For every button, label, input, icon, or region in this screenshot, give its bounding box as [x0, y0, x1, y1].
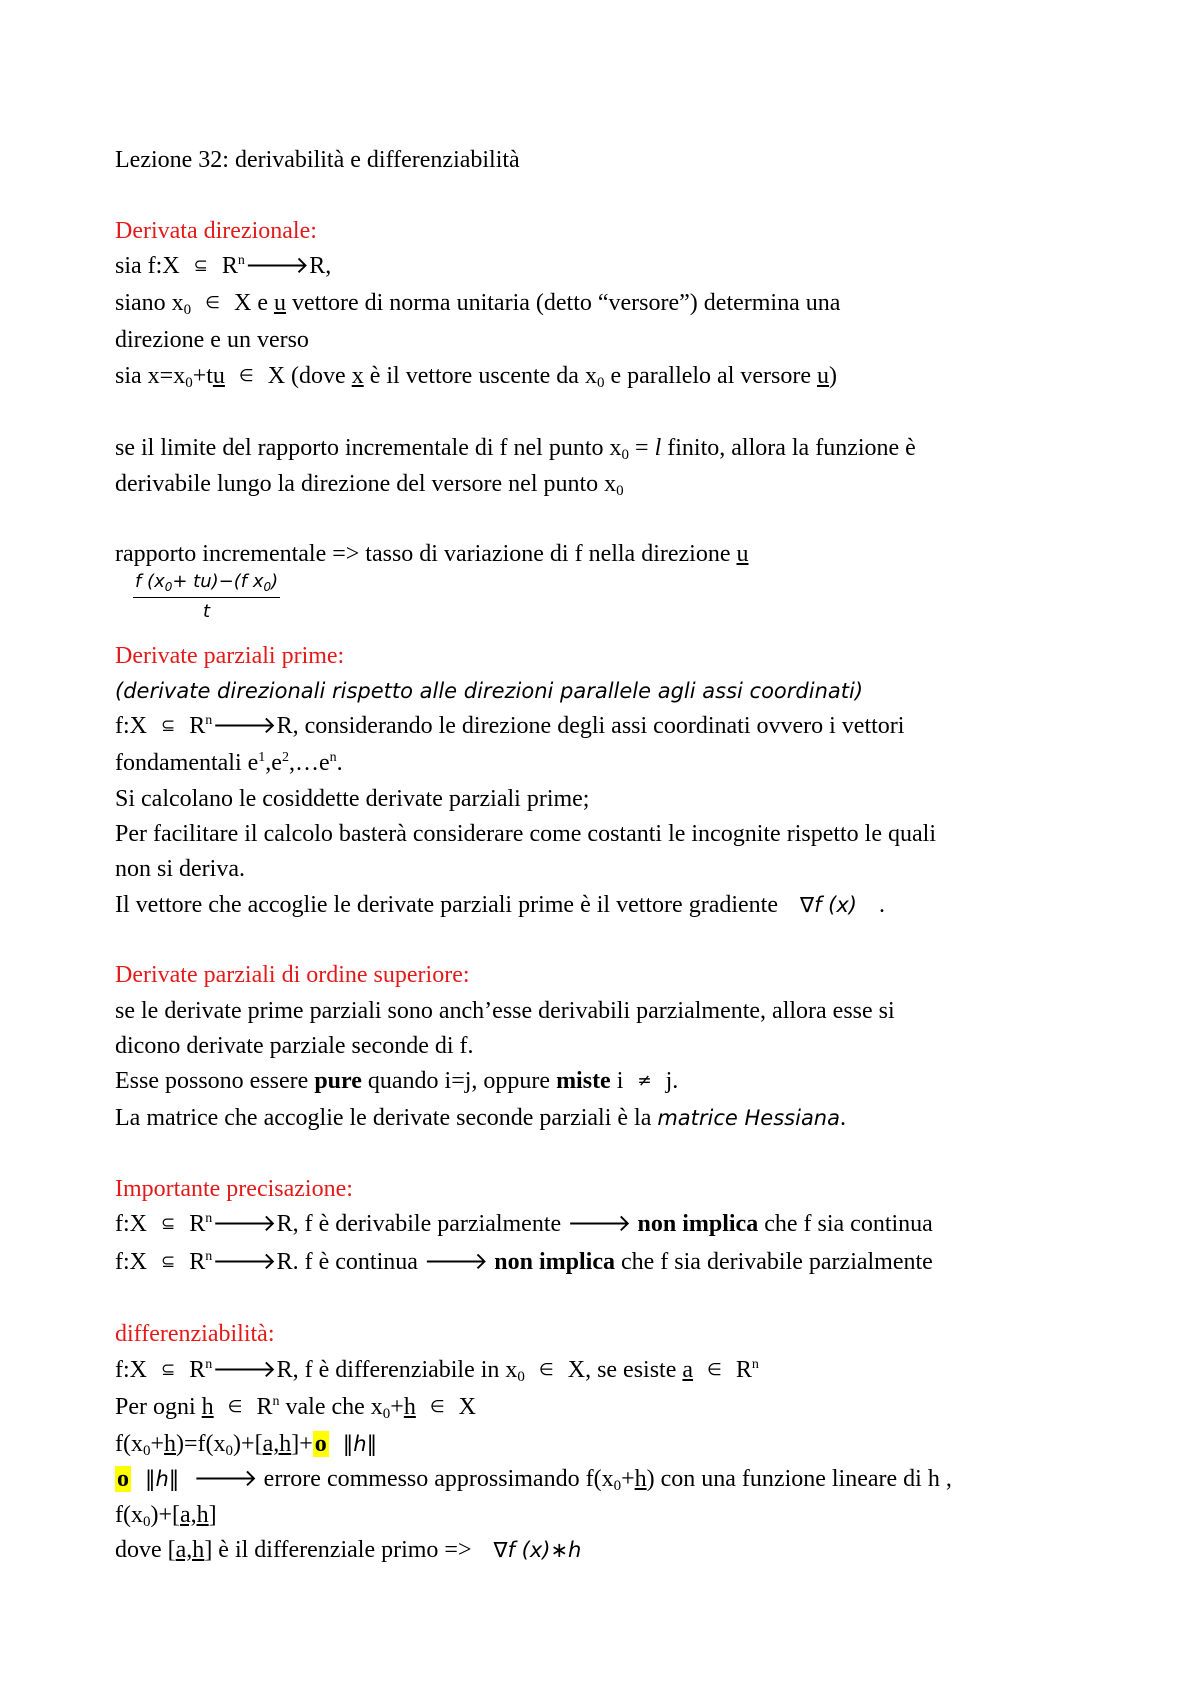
text-line: Esse possono essere pure quando i=j, oppure miste i ≠ j. — [115, 1068, 679, 1095]
highlighted-o: o — [314, 1431, 327, 1458]
text-line: siano $x_0$ ∈ X e u vettore di norma unitaria (detto “versore”) determina una — [115, 290, 841, 319]
text-line: rapporto incrementale => tasso di variazione di f nella direzione u — [115, 541, 749, 568]
spacer — [115, 1137, 1105, 1172]
document-body — [115, 143, 1105, 1568]
arrow-icon: 🡒 — [567, 1211, 632, 1238]
italic-note: (derivate direzionali rispetto alle direzioni parallele agli assi coordinati) — [115, 678, 864, 703]
text-line: non si deriva. — [115, 856, 245, 883]
text-line: f:X ⊆ $R^n🡒R$, f è differenziabile in $x_0$ ∈ X, se esiste a ∈ $R^n$ — [115, 1356, 759, 1385]
fraction-denominator: t — [203, 600, 211, 622]
arrow-icon: 🡒 — [423, 1248, 489, 1275]
text-line: f:X ⊆ $R^n🡒R$. f è continua 🡒 non implica che f sia derivabile parzialmente — [115, 1248, 933, 1275]
text-line: dove [a,h] è il differenziale primo => ∇f (x)∗h — [115, 1536, 582, 1563]
text-line: se il limite del rapporto incrementale di f nel punto $x_0 = l$ finito, allora la funzione è — [115, 435, 916, 464]
spacer — [115, 396, 1105, 431]
section-heading-derivate-ordine-superiore: Derivate parziali di ordine superiore: — [115, 962, 470, 989]
highlighted-o: o — [117, 1466, 129, 1493]
text-line: Per ogni h ∈ $R^n$ vale che $x_0+h$ ∈ X — [115, 1393, 476, 1422]
section-heading-differenziabilita: differenziabilità: — [115, 1321, 275, 1348]
difference-quotient-formula — [115, 569, 1105, 639]
text-line: derivabile lungo la direzione del versore nel punto $x_0$ — [115, 470, 624, 499]
fraction — [133, 569, 280, 626]
text-line: o ‖h‖ 🡒 errore commesso approssimando $f(x_0+h)$ con una funzione lineare di h , — [117, 1466, 952, 1495]
text-line: f:X ⊆ $R^n🡒R$, f è derivabile parzialmente 🡒 non implica che f sia continua — [115, 1211, 933, 1238]
spacer — [115, 178, 1105, 213]
section-heading-derivate-parziali-prime: Derivate parziali prime: — [115, 642, 345, 669]
text-line: sia $x=x_0+tu$ ∈ X (dove x è il vettore uscente da $x_0$ e parallelo al versore u) — [115, 362, 838, 391]
nabla-symbol: ∇ — [800, 892, 815, 917]
text-line: $f(x_0+h)=f(x_0)+[a,h]+o$ ‖h‖ — [115, 1431, 378, 1460]
spacer — [115, 923, 1105, 958]
text-line: direzione e un verso — [115, 327, 309, 354]
section-heading-importante-precisazione: Importante precisazione: — [115, 1176, 353, 1203]
page-title: Lezione 32: derivabilità e differenziabilità — [115, 147, 520, 173]
nabla-symbol: ∇ — [493, 1537, 508, 1562]
text-line: sia f:X ⊆ $R^n🡒R$, — [115, 252, 332, 279]
text-line: $f(x_0)+[a,h]$ — [115, 1501, 217, 1530]
text-line: dicono derivate parziale seconde di f. — [115, 1032, 474, 1059]
spacer — [115, 502, 1105, 537]
text-line: se le derivate prime parziali sono anch’esse derivabili parzialmente, allora esse si — [115, 997, 895, 1024]
text-line: f:X ⊆ $R^n🡒R$, considerando le direzione degli assi coordinati ovvero i vettori — [115, 713, 905, 740]
fraction-numerator: f $(x_0+ tu)-(f$ $x_0$) — [133, 569, 280, 598]
text-line: Si calcolano le cosiddette derivate parziali prime; — [115, 785, 590, 812]
section-heading-derivata-direzionale: Derivata direzionale: — [115, 217, 317, 244]
text-line: fondamentali $e^1,e^2,\dots e^n$. — [115, 750, 343, 777]
text-line: Il vettore che accoglie le derivate parziali prime è il vettore gradiente ∇f (x) . — [115, 891, 885, 918]
text-line: La matrice che accoglie le derivate seconde parziali è la matrice Hessiana. — [115, 1105, 846, 1132]
spacer — [115, 1282, 1105, 1317]
text-line: Per facilitare il calcolo basterà considerare come costanti le incognite rispetto le quali — [115, 821, 936, 848]
